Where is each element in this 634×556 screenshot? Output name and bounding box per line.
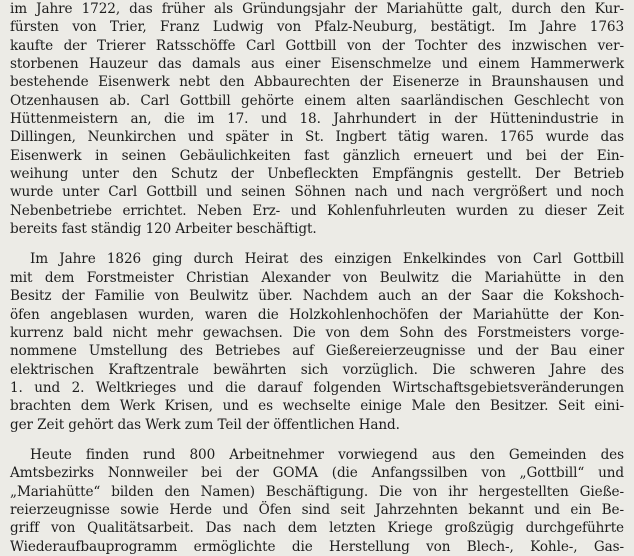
text-line: elektrischen Kraftzentrale bewährten sich vorzüglich. Die schweren Jahre des <box>10 361 624 378</box>
text-line: Amtsbezirks Nonnweiler bei der GOMA (die Anfangssilben von „Gottbill“ und <box>10 465 624 482</box>
text-line: Dillingen, Neunkirchen und später in St. Ingbert tätig waren. 1765 wurde das <box>10 129 624 146</box>
paragraph-1 <box>10 0 624 238</box>
text-line: storbenen Hauzeur das damals aus einer Eisenschmelze und einem Hammerwerk <box>10 56 624 73</box>
text-line: Hüttenmeistern an, die im 17. und 18. Jahrhundert in der Hüttenindustrie in <box>10 111 624 128</box>
text-line: weihung unter den Schutz der Unbefleckten Empfängnis gestellt. Der Betrieb <box>10 166 624 183</box>
text-line: fürsten von Trier, Franz Ludwig von Pfalz-Neuburg, bestätigt. Im Jahre 1763 <box>10 19 624 36</box>
text-line: kaufte der Trierer Ratsschöffe Carl Gottbill von der Tochter des inzwischen ver- <box>10 37 624 54</box>
text-line: mit dem Forstmeister Christian Alexander von Beulwitz die Mariahütte in den <box>10 269 624 286</box>
body-text <box>10 0 624 556</box>
text-line: Wiederaufbauprogramm ermöglichte die Herstellung von Blech-, Kohle-, Gas- <box>10 538 624 555</box>
text-line: griff von Qualitätsarbeit. Das nach dem letzten Kriege großzügig durchgeführte <box>10 520 624 537</box>
text-line: reierzeugnisse sowie Herde und Öfen sind seit Jahrzehnten bekannt und ein Be- <box>10 501 624 518</box>
text-line: nommene Umstellung des Betriebes auf Gießereierzeugnisse und der Bau einer <box>10 343 624 360</box>
text-line: Heute finden rund 800 Arbeitnehmer vorwiegend aus den Gemeinden des <box>30 446 624 463</box>
paragraph-3 <box>10 446 624 556</box>
text-line: bestehende Eisenwerk nebt den Abbaurechten der Eisenerze in Braunshausen und <box>10 74 624 91</box>
text-line: Besitz der Familie von Beulwitz über. Nachdem auch an der Saar die Kokshoch- <box>10 288 624 305</box>
text-line: Otzenhausen ab. Carl Gottbill gehörte einem alten saarländischen Geschlecht von <box>10 92 624 109</box>
text-line: ger Zeit gehört das Werk zum Teil der öffentlichen Hand. <box>10 416 400 433</box>
paragraph-2 <box>10 250 624 433</box>
paragraph-gap <box>10 238 624 250</box>
text-line: wurde unter Carl Gottbill und seinen Söhnen nach und nach vergrößert und noch <box>10 184 624 201</box>
text-line: im Jahre 1722, das früher als Gründungsjahr der Mariahütte galt, durch den Kur- <box>10 1 624 17</box>
text-line: kurrenz bald nicht mehr gewachsen. Die von dem Sohn des Forstmeisters vorge- <box>10 324 624 341</box>
text-line: „Mariahütte“ bilden den Namen) Beschäftigung. Die von ihr hergestellten Gieße- <box>10 483 624 500</box>
text-line: Eisenwerk in seinen Gebäulichkeiten fast gänzlich erneuert und bei der Ein- <box>10 147 624 164</box>
text-line: brachten dem Werk Krisen, und es wechselte einige Male den Besitzer. Seit eini- <box>10 398 624 415</box>
text-line: Im Jahre 1826 ging durch Heirat des einzigen Enkelkindes von Carl Gottbill <box>30 251 624 268</box>
text-line: öfen angeblasen wurden, waren die Holzkohlenhochöfen der Mariahütte der Kon- <box>10 306 624 323</box>
text-line: 1. und 2. Weltkrieges und die darauf folgenden Wirtschaftsgebietsveränderungen <box>10 379 624 396</box>
paragraph-gap <box>10 434 624 446</box>
text-line: bereits fast ständig 120 Arbeiter beschäftigt. <box>10 221 317 238</box>
text-line: Nebenbetriebe errichtet. Neben Erz- und Kohlenfuhrleuten wurden zu dieser Zeit <box>10 202 624 219</box>
